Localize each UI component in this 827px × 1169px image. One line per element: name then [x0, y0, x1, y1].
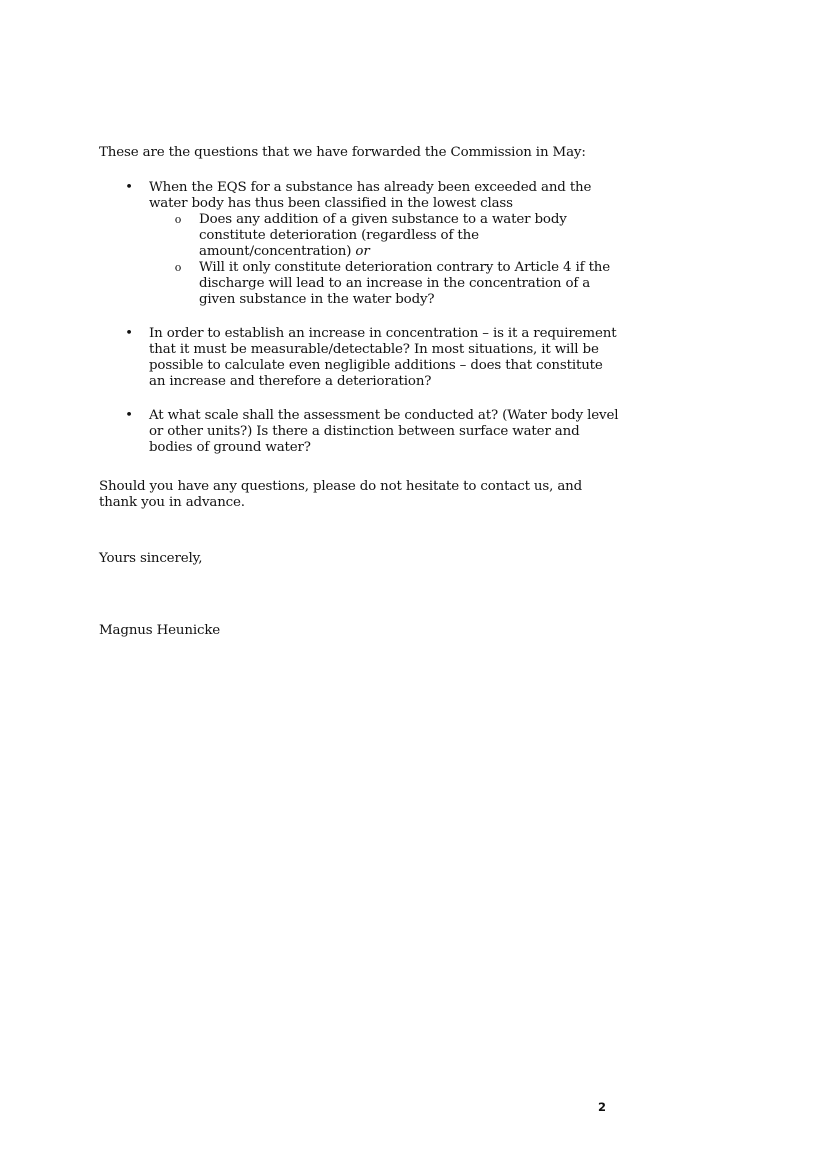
- emphasis-text: or: [355, 244, 370, 259]
- intro-paragraph: These are the questions that we have forwarded the Commission in May:: [99, 145, 586, 160]
- sub-list-item: [149, 212, 619, 260]
- salutation: Yours sincerely,: [99, 551, 203, 566]
- page-number: 2: [597, 1100, 606, 1114]
- bullet-icon: •: [125, 326, 133, 341]
- list-item: [99, 408, 619, 456]
- sub-bullet-icon: o: [174, 261, 182, 274]
- closing-paragraph: Should you have any questions, please do not hesitate to contact us, and thank you in advance.: [99, 479, 583, 510]
- question-text: When the EQS for a substance has already been exceeded and the water body has thus been classified in the lowest class: [149, 180, 592, 211]
- question-list: [99, 180, 619, 474]
- sub-bullet-icon: o: [174, 213, 182, 226]
- sub-question-text: Does any addition of a given substance to a water body constitute deterioration (regardless of the amount/concentration): [199, 212, 567, 259]
- bullet-icon: •: [125, 180, 133, 195]
- sub-question-list: [149, 212, 619, 308]
- sub-list-item: [149, 260, 619, 308]
- list-item: [99, 326, 619, 390]
- signature-name: Magnus Heunicke: [99, 623, 221, 638]
- question-text: In order to establish an increase in concentration – is it a requirement that it must be measurable/detectable? In most situations, it will be possible to calculate even negligible additions – does that constitute an increase and therefore a deterioration?: [149, 326, 617, 389]
- sub-question-text: Will it only constitute deterioration contrary to Article 4 if the discharge will lead to an increase in the concentration of a given substance in the water body?: [199, 260, 611, 307]
- bullet-icon: •: [125, 408, 133, 423]
- list-item: [99, 180, 619, 308]
- question-text: At what scale shall the assessment be conducted at? (Water body level or other units?) Is there a distinction between surface water and bodies of ground water?: [149, 408, 619, 455]
